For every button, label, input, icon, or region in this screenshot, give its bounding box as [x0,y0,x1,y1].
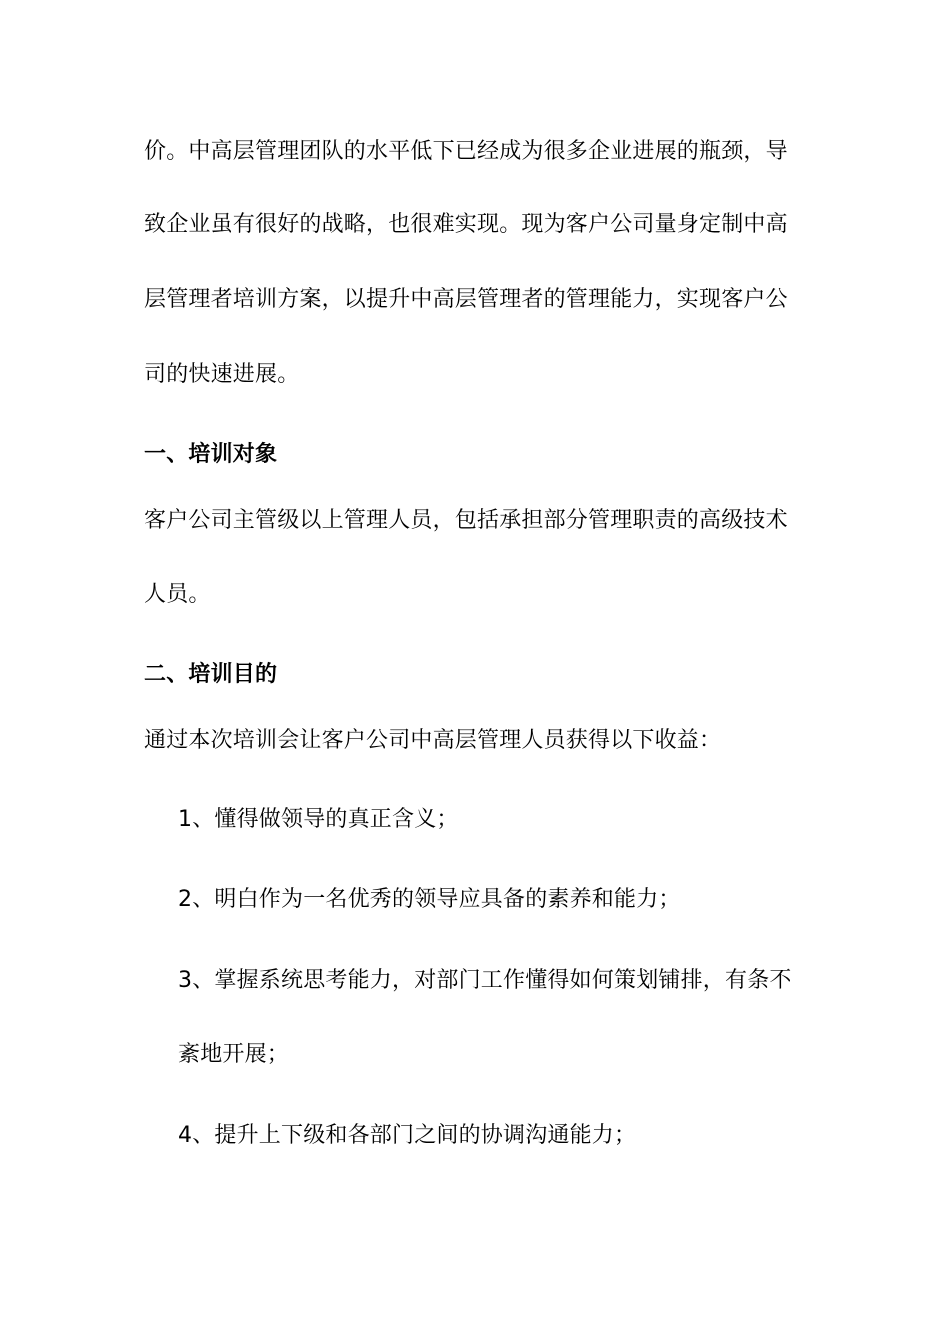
intro-paragraph-line: 层管理者培训方案，以提升中高层管理者的管理能力，实现客户公 [144,287,788,312]
list-item: 2、明白作为一名优秀的领导应具备的素养和能力； [178,887,681,912]
list-item-continuation: 紊地开展； [178,1042,290,1067]
section1-paragraph-line: 人员。 [144,582,211,607]
list-item: 1、懂得做领导的真正含义； [178,807,459,832]
section1-paragraph-line: 客户公司主管级以上管理人员，包括承担部分管理职责的高级技术 [144,508,788,533]
intro-paragraph-line: 价。中高层管理团队的水平低下已经成为很多企业进展的瓶颈，导 [144,139,788,164]
list-item: 3、掌握系统思考能力，对部门工作懂得如何策划铺排，有条不 [178,968,792,993]
section-heading-training-goal: 二、培训目的 [144,662,278,687]
section-heading-training-target: 一、培训对象 [144,442,278,467]
intro-paragraph-line: 致企业虽有很好的战略，也很难实现。现为客户公司量身定制中高 [144,212,788,237]
list-item: 4、提升上下级和各部门之间的协调沟通能力； [178,1123,637,1148]
intro-paragraph-line: 司的快速进展。 [144,362,300,387]
section2-intro-line: 通过本次培训会让客户公司中高层管理人员获得以下收益： [144,728,722,753]
